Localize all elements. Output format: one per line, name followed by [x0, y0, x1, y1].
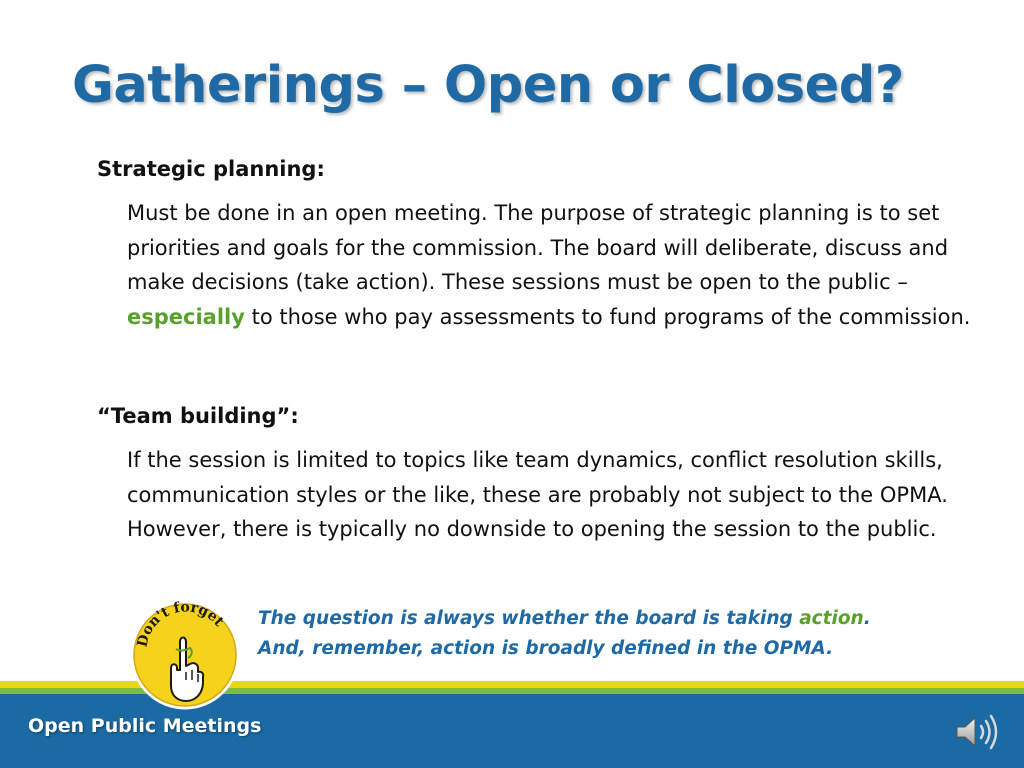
speaker-icon[interactable]	[955, 712, 1003, 752]
section-body-strategic-planning	[127, 196, 972, 334]
section-heading-team-building: “Team building”:	[97, 404, 299, 428]
slide-title: Gatherings – Open or Closed?	[72, 56, 904, 115]
badge-text: Don't forget	[134, 600, 227, 649]
section-body-team-building: If the session is limited to topics like team dynamics, conflict resolution skills, communication styles or the like, these are probably not subject to the OPMA. However, there is typically no downside to opening the session to the public.	[127, 448, 948, 541]
note-text: The question is always whether the board is taking	[258, 608, 800, 629]
note-highlight-action: action	[799, 608, 864, 629]
highlight-especially: especially	[127, 304, 245, 329]
note-text: And, remember, action is broadly defined in the OPMA.	[258, 638, 834, 659]
reminder-note	[258, 604, 958, 664]
note-text: .	[863, 608, 871, 629]
section-heading-strategic-planning: Strategic planning:	[97, 157, 325, 181]
footer-label: Open Public Meetings	[28, 715, 262, 737]
body-text-segment: to those who pay assessments to fund programs of the commission.	[244, 304, 971, 329]
body-text-segment: Must be done in an open meeting. The purpose of strategic planning is to set priorities and goals for the commission. The board will deliberate, discuss and make decisions (take action). These sessions must be open to the public –	[127, 201, 949, 294]
dont-forget-badge	[130, 600, 240, 710]
